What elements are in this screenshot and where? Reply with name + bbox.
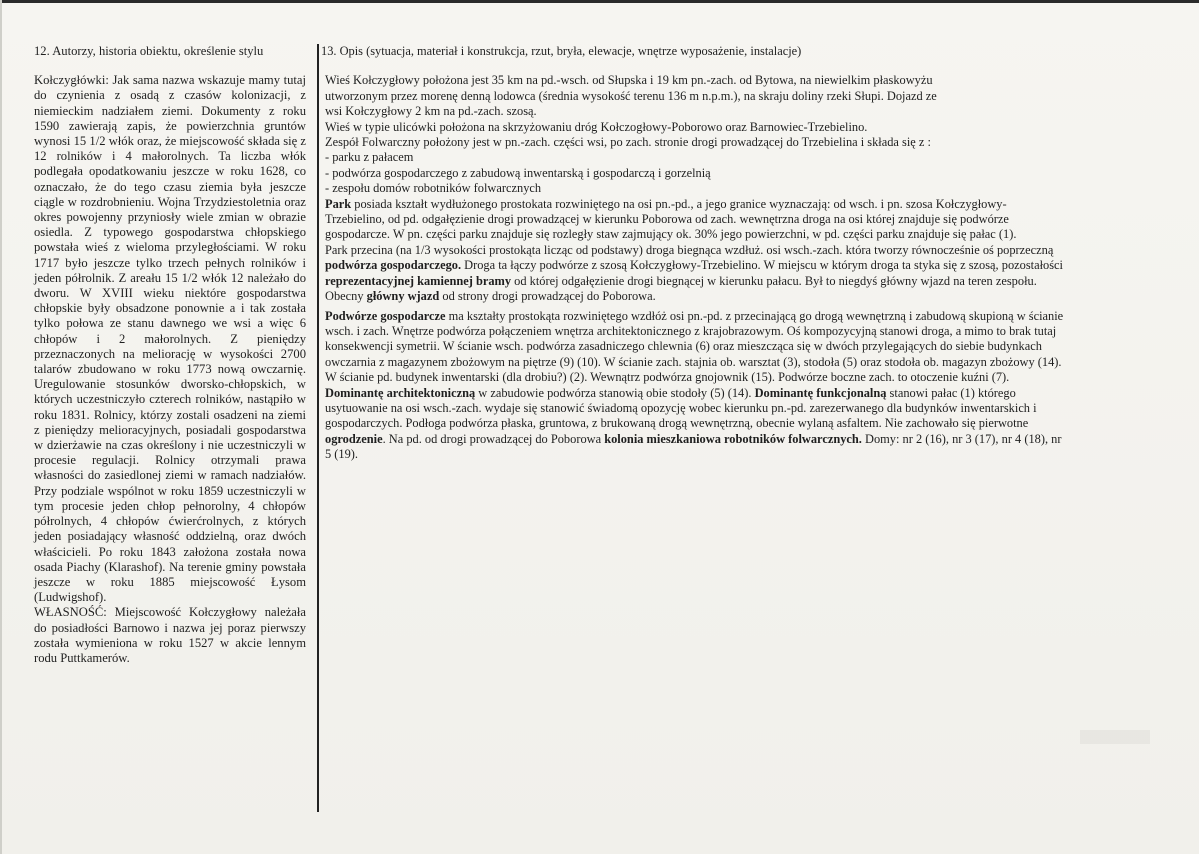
scan-edge-top (0, 0, 1199, 3)
intro-line: Wieś Kołczygłowy położona jest 35 km na pd.-wsch. od Słupska i 19 km pn.-zach. od Bytowa, na niewielkim płaskowyżu (325, 73, 933, 88)
left-column (34, 44, 306, 666)
ownership-paragraph: WŁASNOŚĆ: Miejscowość Kołczygłowy należała do posiadłości Barnowo i nazwa jej poraz pierwszy została wymieniona w roku 1527 w akcie lennym rodu Puttkamerów. (34, 605, 306, 665)
intro-line: Wieś w typie ulicówki położona na skrzyżowaniu dróg Kołczogłowy-Poborowo oraz Barnowiec-Trzebielino. (325, 119, 868, 134)
section-13-header: 13. Opis (sytuacja, materiał i konstrukcja, rzut, bryła, elewacje, wnętrze wyposażenie, instalacje) (321, 44, 802, 58)
yard-paragraph (325, 309, 1065, 386)
dominant-text: . Na pd. od drogi prowadzącej do Poborowa (382, 431, 605, 446)
dominant-text: Domy: nr 2 (16), nr 3 (17), nr 4 (18), nr 5 (19). (325, 431, 1062, 462)
yard-heading: Podwórze gospodarcze (325, 308, 446, 323)
dominant-text: w zabudowie podwórza stanowią obie stodoły (5) (14). (475, 385, 755, 400)
road-text: Park przecina (na 1/3 wysokości prostokąta licząc od podstawy) droga biegnąca wzdłuż. osi wsch.-zach. która tworzy równocześnie oś poprzeczną (325, 242, 1054, 257)
park-paragraph (325, 197, 1065, 243)
list-item: - parku z pałacem (325, 150, 414, 165)
dominant-bold: Dominantę funkcjonalną (754, 385, 887, 400)
road-text: od której odgałęzienie drogi biegnącej w kierunku pałacu. Był to niegdyś główny wjazd na teren zespołu. Obecny (325, 273, 1037, 304)
intro-line: wsi Kołczygłowy 2 km na pd.-zach. szosą. (325, 104, 537, 119)
road-bold: główny wjazd (366, 289, 440, 304)
road-bold: reprezentacyjnej kamiennej bramy (325, 273, 512, 288)
scan-artifact (1080, 730, 1150, 744)
dominant-bold: kolonia mieszkaniowa robotników folwarcznych. (604, 431, 862, 446)
intro-line: Zespół Folwarczny położony jest w pn.-zach. części wsi, po zach. stronie drogi prowadzącej do Trzebielina i składa się z : (325, 135, 931, 150)
dominant-paragraph (325, 386, 1065, 463)
section-12-header: 12. Autorzy, historia obiektu, określenie stylu (34, 44, 264, 58)
park-heading: Park (325, 196, 352, 211)
list-item: - podwórza gospodarczego z zabudową inwentarską i gospodarczą i gorzelnią (325, 165, 711, 180)
park-text: posiada kształt wydłużonego prostokata rozwiniętego na osi pn.-pd., a jego granice wyznaczają: od wsch. i pn. szosa Kołczygłowy-Trzebielino, od pd. odgałęzienie drogi prowadzącej w kierunku Poborowa od zach. wewnętrzna droga na osi której znajduje się podwórze gospodarcze. W pn. części parku znajduje się rozległy staw zajmujący ok. 30% jego powierzchni, w pd. części parku znajduje się pałac (1). (325, 196, 1017, 242)
road-text: Droga ta łączy podwórze z szosą Kołczygłowy-Trzebielino. W miejscu w którym droga ta styka się z szosą, pozostałości (461, 258, 1063, 273)
right-column (321, 44, 1065, 463)
road-paragraph (325, 243, 1065, 305)
column-divider (317, 44, 319, 812)
dominant-text: stanowi pałac (1) którego usytuowanie na osi wsch.-zach. wydaje się stanowić świadomą opozycję wobec kierunku pn.-pd. zarezerwanego dla budynków inwentarskich i gospodarczych. Podłoga podwórza płaska, gruntowa, z brukowaną drogą wewnętrzną, obecnie wylaną asfaltem. Nie zachowało się pierwotne (325, 385, 1037, 431)
dominant-bold: Dominantę architektoniczną (325, 385, 476, 400)
yard-text: ma kształty prostokąta rozwiniętego wzdłóż osi pn.-pd. z przecinającą go drogą wewnętrzną i zabudową skupioną w ścianie wsch. i zach. Wnętrze podwórza połączeniem wnętrza architektonicznego z krajobrazowym. Oś kompozycyjną stanowi droga, a mimo to brak tutaj konsekwencji symetrii. W ścianie wsch. podwórza zasadniczego chlewnia (6) oraz mieszcząca się w dwóch przylegających do siebie budynkach owczarnia z magazynem zbożowym na piętrze (9) (10). W ścianie zach. stajnia ob. warsztat (3), stodoła (5) oraz stodoła ob. magazyn zbożowy (14). W ścianie pd. budynek inwentarski (dla drobiu?) (2). Wewnątrz podwórza gnojownik (15). Podwórze boczne zach. to otoczenie kuźni (7). (325, 308, 1064, 385)
intro-line: utworzonym przez morenę denną lodowca (średnia wysokość terenu 136 m n.p.m.), na skraju doliny rzeki Słupi. Dojazd ze (325, 88, 937, 103)
list-item: - zespołu domów robotników folwarcznych (325, 181, 542, 196)
history-paragraph: Kołczygłówki: Jak sama nazwa wskazuje mamy tutaj do czynienia z osadą z czasów kolonizacji, z niemieckim nadziałem ziemi. Dokumenty z roku 1590 zawierają zapis, że powierzchnia gruntów wynosi 15 1/2 włók oraz, że miejscowość składa się z 12 rolników i 4 małorolnych. Ta liczba włók podlegała opodatkowaniu jeszcze w roku 1628, co oznaczało, że do tego czasu ziemia była jeszcze ciągle w rozdrobnieniu. Wojna Trzydziestoletnia oraz okres powojenny przyniosły wiele zmian w obrazie osiedla. Z typowego gospodarstwa chłopskiego powstała wieś z wieloma przyległościami. W roku 1717 było jeszcze tylko trzech pełnych rolników i jeden półrolnik. Z areału 15 1/2 włók 12 należało do dworu. W XVIII wieku niektóre gospodarstwa chłopskie były obsadzone ponownie a i tak została tylko połowa ze stanu dawnego we wsi a więc 6 chłopów i 2 małorolnych. Z pieniędzy przeznaczonych na meliorację w wysokości 2700 talarów zbudowano w roku 1773 nową owczarnię. Uregulowanie stosunków dworsko-chłopskich, w których uczestniczyło czterech rolników, nastąpiło w roku 1831. Rolnicy, którzy zostali osadzeni na ziemi z pieniędzy melioracyjnych, posiadali gospodarstwa w dzierżawie na czas określony i nie uczestniczyli w procesie regulacji. Rolnicy otrzymali prawa własności do zasiedlonej ziemi w ramach nadziałów. Przy podziale wspólnot w roku 1859 uczestniczyli w tym procesie jeden chłop pełnorolny, 4 chłopów półrolnych, 4 chłopów ćwierćrolnych, z których jeden posiadający własność oddzielną, oraz dwóch właścicieli. Po roku 1843 założona została nowa osada Piachy (Klarashof). Na terenie gminy powstała jeszcze w roku 1885 miejscowość Łysom (Ludwigshof). (34, 73, 306, 605)
road-text: od strony drogi prowadzącej do Poborowa. (439, 289, 656, 304)
road-bold: podwórza gospodarczego. (325, 258, 462, 273)
dominant-bold: ogrodzenie (325, 431, 383, 446)
scan-edge-left (0, 0, 2, 854)
